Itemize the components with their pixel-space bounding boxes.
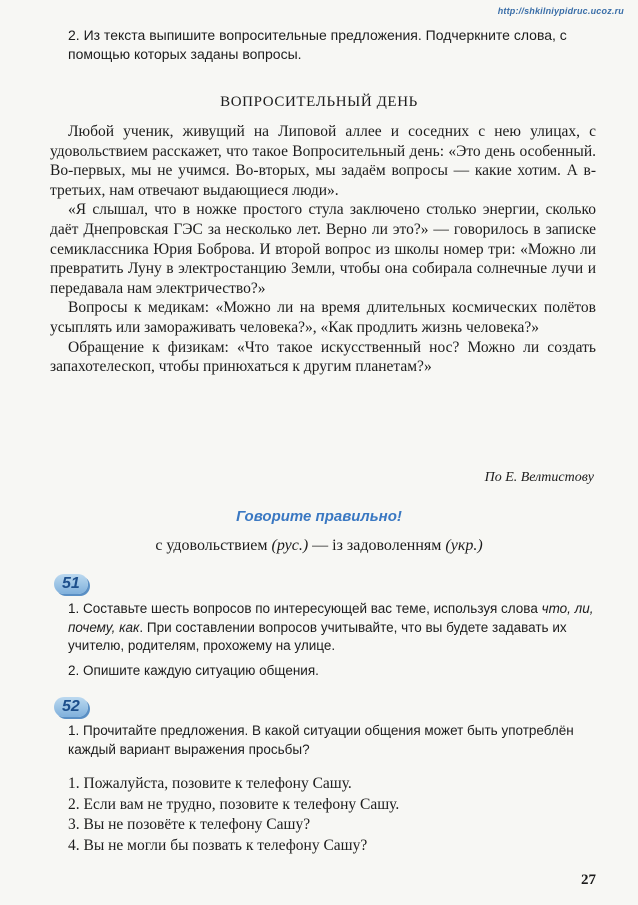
request-variants-list [68, 774, 598, 856]
exercise-52-badge [54, 697, 88, 717]
page-number: 27 [581, 872, 596, 888]
word-russian: с удовольствием [155, 537, 268, 554]
story-paragraph: Любой ученик, живущий на Липовой аллее и соседних с нею улицах, с удовольствием расскажет, что такое Вопросительный день: «Это день особенный. Во-первых, мы не учимся. Во-вторых, мы задаём вопросы — какие хотим. А в-третьих, нам отвечают выдающиеся люди». [50, 123, 596, 199]
lang-russian: (рус.) [271, 537, 309, 554]
speak-correctly-example [0, 537, 638, 555]
story-text [50, 122, 596, 377]
word-ukrainian: із задоволенням [332, 537, 442, 554]
exercise-51-item-2: 2. Опишите каждую ситуацию общения. [68, 662, 319, 678]
exercise-52-item-1: 1. Прочитайте предложения. В какой ситуации общения может быть употреблён каждый вариант выражения просьбы? [68, 723, 574, 757]
lang-ukrainian: (укр.) [445, 537, 483, 554]
story-paragraph: «Я слышал, что в ножке простого стула заключено столько энергии, сколько даёт Днепровская ГЭС за несколько лет. Верно ли это?» — говорилось в записке семиклассника Юрия Боброва. И второй вопрос из школы номер три: «Можно ли превратить Луну в электростанцию Земли, чтобы она собирала солнечные лучи и передавала нам электричество?» [50, 201, 596, 297]
story-title: ВОПРОСИТЕЛЬНЫЙ ДЕНЬ [220, 94, 418, 110]
exercise-51-number: 51 [62, 575, 80, 592]
story-paragraph: Вопросы к медикам: «Можно ли на время длительных космических полётов усыплять или замораживать человека?», «Как продлить жизнь человека?» [50, 299, 596, 336]
story-paragraph: Обращение к физикам: «Что такое искусственный нос? Можно ли создать запахотелескоп, чтобы принюхаться к другим планетам?» [50, 338, 596, 376]
exercise-52-number: 52 [62, 698, 80, 715]
list-item: 2. Если вам не трудно, позовите к телефону Сашу. [68, 795, 400, 813]
exercise-51-item-1: 1. Составьте шесть вопросов по интересующей вас теме, используя слова что, ли, почему, как. При составлении вопросов учитывайте, что вы будете задавать их учителю, родителям, прохожему на улице. [68, 601, 594, 653]
list-item: 4. Вы не могли бы позвать к телефону Сашу? [68, 836, 368, 854]
dash: — [308, 537, 333, 554]
story-author: По Е. Велтистову [484, 470, 594, 485]
keyword-list: что, ли, почему, как [68, 601, 594, 635]
exercise-51-badge [54, 574, 88, 594]
source-url: http://shkilniypidruc.ucoz.ru [497, 6, 624, 16]
task-2-instruction: 2. Из текста выпишите вопросительные предложения. Подчеркните слова, с помощью которых заданы вопросы. [68, 27, 567, 62]
list-item: 1. Пожалуйста, позовите к телефону Сашу. [68, 775, 352, 792]
speak-correctly-heading: Говорите правильно! [236, 508, 402, 525]
exercise-51 [68, 600, 598, 686]
exercise-52 [68, 722, 598, 765]
list-item: 3. Вы не позовёте к телефону Сашу? [68, 816, 311, 833]
